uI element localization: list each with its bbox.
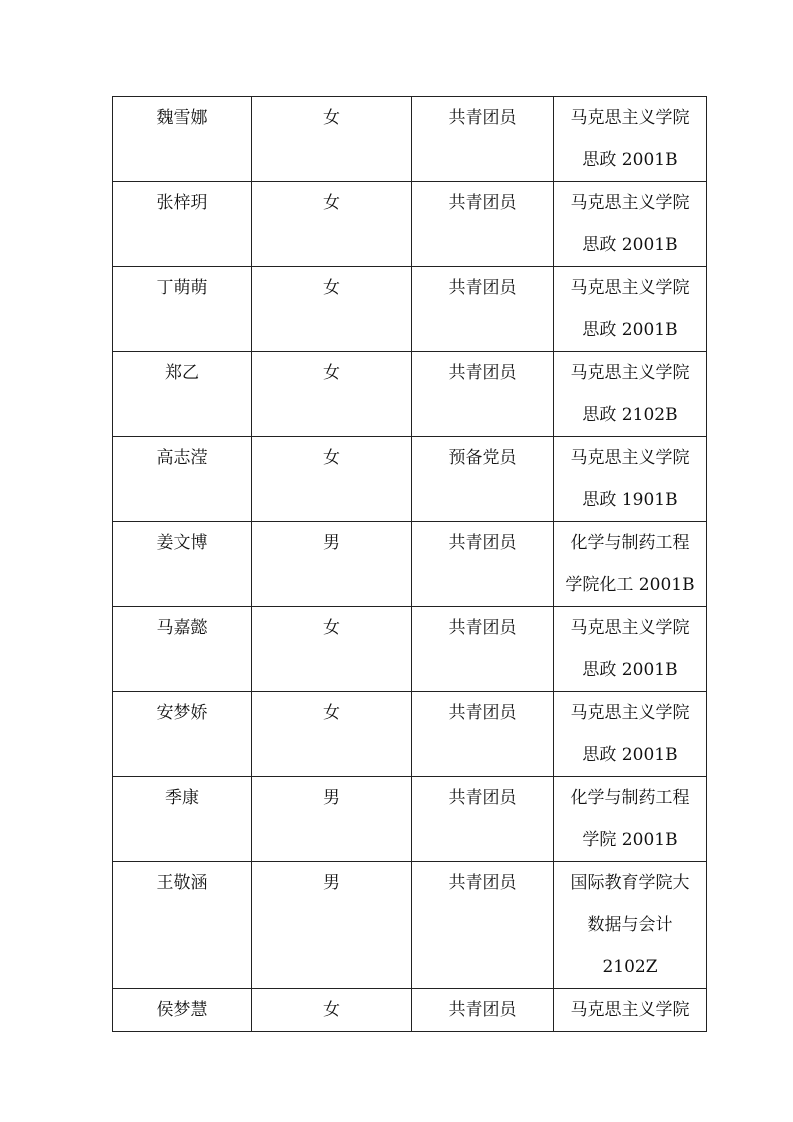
political-status-cell: 预备党员 (412, 437, 554, 522)
name-cell: 王敬涵 (113, 862, 252, 989)
member-table-body (113, 97, 707, 1032)
unit-cell (554, 692, 707, 777)
unit-line: 马克思主义学院 (570, 448, 690, 468)
unit-line: 国际教育学院大 (570, 873, 690, 893)
table-row (113, 97, 707, 182)
table-row (113, 182, 707, 267)
unit-line: 思政 2102B (582, 405, 678, 425)
unit-line: 学院化工 2001B (565, 575, 695, 595)
table-row (113, 522, 707, 607)
gender-cell: 女 (252, 97, 412, 182)
name-cell: 魏雪娜 (113, 97, 252, 182)
unit-line: 化学与制药工程 (570, 788, 690, 808)
name-cell: 郑乙 (113, 352, 252, 437)
political-status-cell: 共青团员 (412, 182, 554, 267)
political-status-cell: 共青团员 (412, 352, 554, 437)
table-row (113, 607, 707, 692)
political-status-cell: 共青团员 (412, 607, 554, 692)
unit-line: 马克思主义学院 (570, 193, 690, 213)
political-status-cell: 共青团员 (412, 692, 554, 777)
gender-cell: 男 (252, 862, 412, 989)
political-status-cell: 共青团员 (412, 989, 554, 1032)
political-status-cell: 共青团员 (412, 777, 554, 862)
unit-line: 思政 1901B (582, 490, 678, 510)
name-cell: 季康 (113, 777, 252, 862)
gender-cell: 男 (252, 522, 412, 607)
gender-cell: 女 (252, 352, 412, 437)
name-cell: 张梓玥 (113, 182, 252, 267)
name-cell: 丁萌萌 (113, 267, 252, 352)
unit-cell (554, 97, 707, 182)
unit-cell (554, 862, 707, 989)
unit-cell (554, 267, 707, 352)
unit-line: 2102Z (602, 957, 658, 977)
unit-cell (554, 182, 707, 267)
unit-cell (554, 777, 707, 862)
table-row (113, 352, 707, 437)
unit-cell (554, 352, 707, 437)
unit-line: 思政 2001B (582, 660, 678, 680)
unit-line: 思政 2001B (582, 235, 678, 255)
name-cell: 姜文博 (113, 522, 252, 607)
name-cell: 安梦娇 (113, 692, 252, 777)
table-row (113, 989, 707, 1032)
unit-line: 马克思主义学院 (570, 108, 690, 128)
unit-line: 马克思主义学院 (570, 278, 690, 298)
unit-cell (554, 607, 707, 692)
unit-cell (554, 437, 707, 522)
political-status-cell: 共青团员 (412, 267, 554, 352)
name-cell: 侯梦慧 (113, 989, 252, 1032)
political-status-cell: 共青团员 (412, 862, 554, 989)
unit-line: 马克思主义学院 (570, 1000, 690, 1020)
unit-line: 化学与制药工程 (570, 533, 690, 553)
political-status-cell: 共青团员 (412, 522, 554, 607)
table-row (113, 267, 707, 352)
name-cell: 马嘉懿 (113, 607, 252, 692)
table-row (113, 862, 707, 989)
gender-cell: 男 (252, 777, 412, 862)
table-row (113, 777, 707, 862)
member-table (112, 96, 707, 1032)
political-status-cell: 共青团员 (412, 97, 554, 182)
table-row (113, 437, 707, 522)
unit-line: 思政 2001B (582, 745, 678, 765)
name-cell: 高志滢 (113, 437, 252, 522)
unit-line: 马克思主义学院 (570, 363, 690, 383)
gender-cell: 女 (252, 989, 412, 1032)
gender-cell: 女 (252, 437, 412, 522)
unit-line: 思政 2001B (582, 150, 678, 170)
unit-cell (554, 989, 707, 1032)
unit-cell (554, 522, 707, 607)
table-row (113, 692, 707, 777)
gender-cell: 女 (252, 607, 412, 692)
gender-cell: 女 (252, 267, 412, 352)
unit-line: 数据与会计 (587, 915, 673, 935)
unit-line: 马克思主义学院 (570, 618, 690, 638)
unit-line: 马克思主义学院 (570, 703, 690, 723)
gender-cell: 女 (252, 692, 412, 777)
unit-line: 思政 2001B (582, 320, 678, 340)
gender-cell: 女 (252, 182, 412, 267)
unit-line: 学院 2001B (582, 830, 678, 850)
